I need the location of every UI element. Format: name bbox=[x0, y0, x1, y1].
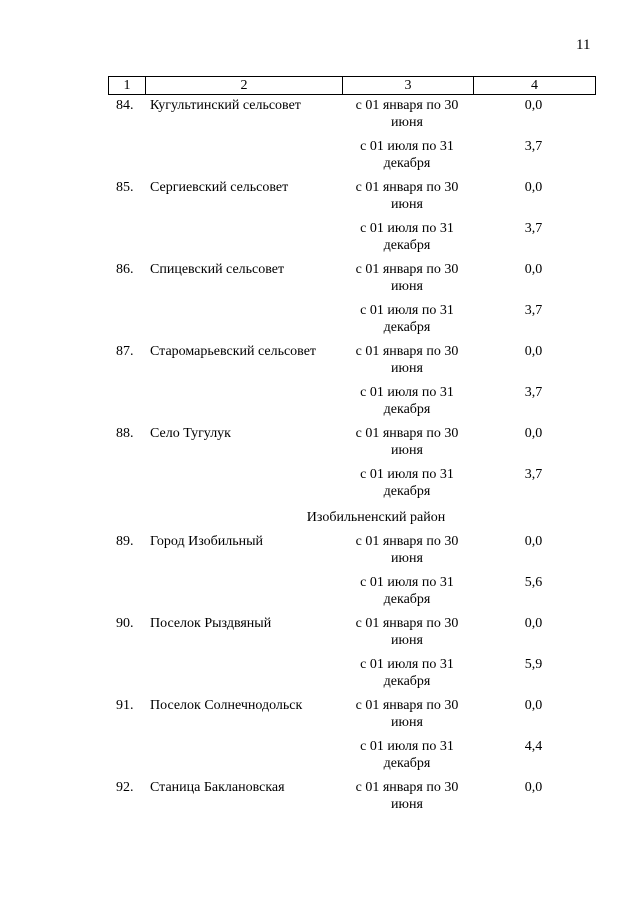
row-number: 90. bbox=[116, 616, 134, 631]
table-row bbox=[108, 301, 596, 342]
table-row-entry bbox=[108, 424, 596, 506]
municipality-name: Спицевский сельсовет bbox=[150, 262, 285, 277]
period-first: с 01 января по 30 июня bbox=[355, 262, 459, 294]
period-first: с 01 января по 30 июня bbox=[355, 98, 459, 130]
table-row-entry bbox=[108, 778, 596, 819]
rate-value: 3,7 bbox=[524, 303, 543, 318]
period-first: с 01 января по 30 июня bbox=[355, 344, 459, 376]
rate-value: 0,0 bbox=[524, 698, 543, 713]
period-second: с 01 июля по 31 декабря bbox=[360, 221, 454, 253]
table-row-entry bbox=[108, 260, 596, 342]
municipality-name: Станица Баклановская bbox=[150, 780, 285, 795]
rate-value: 0,0 bbox=[524, 262, 543, 277]
table-row bbox=[108, 532, 596, 573]
municipality-name: Кугультинский сельсовет bbox=[150, 98, 301, 113]
row-number: 85. bbox=[116, 180, 134, 195]
table-row bbox=[108, 260, 596, 301]
rate-value: 3,7 bbox=[524, 467, 543, 482]
table-row bbox=[108, 137, 596, 178]
table-row bbox=[108, 573, 596, 614]
row-number: 91. bbox=[116, 698, 134, 713]
rate-value: 0,0 bbox=[524, 616, 543, 631]
table-row bbox=[108, 383, 596, 424]
column-header-2: 2 bbox=[146, 77, 343, 94]
table-row bbox=[108, 178, 596, 219]
row-number: 92. bbox=[116, 780, 134, 795]
table-row bbox=[108, 96, 596, 137]
rate-value: 0,0 bbox=[524, 180, 543, 195]
period-second: с 01 июля по 31 декабря bbox=[360, 739, 454, 771]
period-second: с 01 июля по 31 декабря bbox=[360, 303, 454, 335]
table-row bbox=[108, 342, 596, 383]
table-row bbox=[108, 219, 596, 260]
table-row bbox=[108, 737, 596, 778]
row-number: 84. bbox=[116, 98, 134, 113]
period-first: с 01 января по 30 июня bbox=[355, 534, 459, 566]
table-row bbox=[108, 614, 596, 655]
table-row bbox=[108, 424, 596, 465]
rate-value: 0,0 bbox=[524, 534, 543, 549]
table-row-entry bbox=[108, 532, 596, 614]
rate-value: 3,7 bbox=[524, 385, 543, 400]
district-group-b bbox=[108, 532, 596, 778]
table-header bbox=[108, 76, 596, 95]
period-first: с 01 января по 30 июня bbox=[355, 180, 459, 212]
rate-value: 3,7 bbox=[524, 221, 543, 236]
row-number: 86. bbox=[116, 262, 134, 277]
municipality-name: Поселок Рыздвяный bbox=[150, 616, 272, 631]
row-number: 88. bbox=[116, 426, 134, 441]
period-second: с 01 июля по 31 декабря bbox=[360, 139, 454, 171]
rate-value: 0,0 bbox=[524, 344, 543, 359]
table-row bbox=[108, 655, 596, 696]
period-first: с 01 января по 30 июня bbox=[355, 616, 459, 648]
column-header-1: 1 bbox=[109, 77, 146, 94]
rate-value: 3,7 bbox=[524, 139, 543, 154]
page-number: 11 bbox=[576, 37, 591, 53]
municipality-name: Поселок Солнечнодольск bbox=[150, 698, 303, 713]
rate-value: 5,9 bbox=[524, 657, 543, 672]
table-row-entry bbox=[108, 696, 596, 778]
row-number: 89. bbox=[116, 534, 134, 549]
municipality-name: Старомарьевский сельсовет bbox=[150, 344, 317, 359]
rate-value: 0,0 bbox=[524, 98, 543, 113]
table-row-entry bbox=[108, 342, 596, 424]
section-heading: Изобильненский район bbox=[306, 510, 446, 525]
period-first: с 01 января по 30 июня bbox=[355, 426, 459, 458]
period-second: с 01 июля по 31 декабря bbox=[360, 467, 454, 499]
table-row-entry bbox=[108, 96, 596, 178]
table-row-entry bbox=[108, 178, 596, 260]
district-group-a bbox=[108, 96, 596, 506]
period-first: с 01 января по 30 июня bbox=[355, 780, 459, 812]
period-first: с 01 января по 30 июня bbox=[355, 698, 459, 730]
period-second: с 01 июля по 31 декабря bbox=[360, 657, 454, 689]
period-second: с 01 июля по 31 декабря bbox=[360, 575, 454, 607]
period-second: с 01 июля по 31 декабря bbox=[360, 385, 454, 417]
table-row bbox=[108, 465, 596, 506]
rate-value: 0,0 bbox=[524, 780, 543, 795]
rates-table bbox=[108, 96, 596, 819]
municipality-name: Село Тугулук bbox=[150, 426, 231, 441]
rate-value: 5,6 bbox=[524, 575, 543, 590]
rate-value: 0,0 bbox=[524, 426, 543, 441]
table-row-entry bbox=[108, 614, 596, 696]
column-header-4: 4 bbox=[531, 78, 538, 93]
municipality-name: Город Изобильный bbox=[150, 534, 264, 549]
column-header-3: 3 bbox=[343, 77, 474, 94]
rate-value: 4,4 bbox=[524, 739, 543, 754]
municipality-name: Сергиевский сельсовет bbox=[150, 180, 289, 195]
row-number: 87. bbox=[116, 344, 134, 359]
table-row bbox=[108, 696, 596, 737]
table-row bbox=[108, 778, 596, 819]
